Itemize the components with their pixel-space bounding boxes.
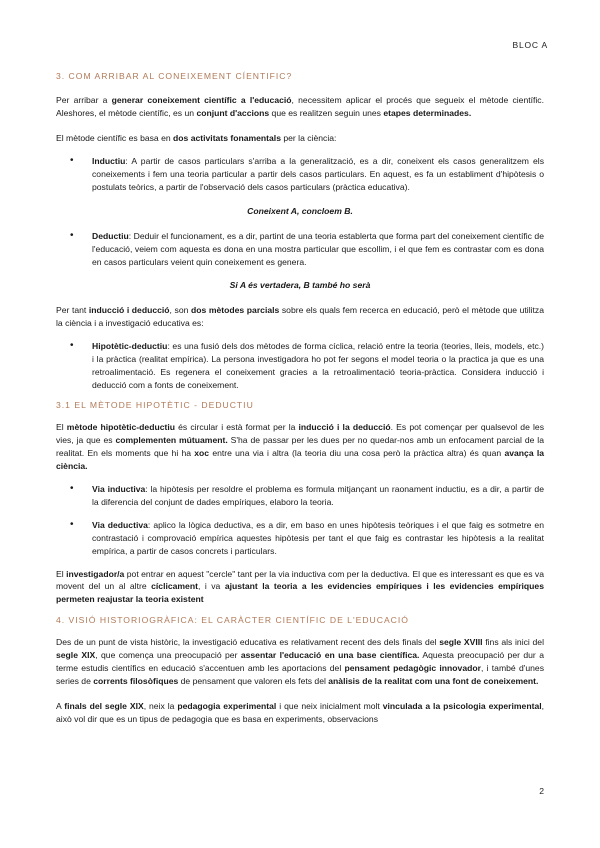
s3-method-list-2 [56,230,544,269]
bullet-hipotetic-deductiu: • Hipotètic-deductiu: es una fusió dels dos mètodes de forma cíclica, relació entre la teoria (teories, lleis, models, etc.) i la pràctica (realitat empírica). La persona investigadora ho pot fer segons el model teoria o la practica ja que es una retroalimentació. Es regenera el coneixement gracies a la retroalimentació teoria-pràctica. Considera inducció i deducció com a fonts de coneixement. [56,340,544,392]
block-label: BLOC A [512,40,548,50]
bullet-inductiu: • Inductiu: A partir de casos particulars s'arriba a la generalització, es a dir, coneixent els casos generalitzem els coneixements i fem una teoria particular a partir dels casos particulars. En aquest, es fa un establiment d'hipòtesis o postulats teòrics, a partir de l'observació dels casos particulars (pràctica educativa). [56,155,544,194]
page-number: 2 [539,786,544,796]
s3-method-list [56,155,544,194]
s31-paragraph-2: El investigador/a pot entrar en aquest "cercle" tant per la via inductiva com per la deductiva. El que es interessant es que es va movent del un al altre cíclicament, i va ajustant la teoria a les evidencies empíriques i les evidencies empíriques permeten reajustar la teoria existent [56,568,545,605]
quote-deductiu: Si A és vertadera, B també ho serà [229,280,371,291]
page-content [56,70,544,726]
bullet-via-deductiva: • Via deductiva: aplico la lògica deductiva, es a dir, em baso en unes hipòtesis teòriques i el que faig es sotmetre en contrastació i comprovació empírica aquestes hipòtesis per tant el que faig es contrastar les hipòtesis a la realitat empírica, a partir de casos concrets i particulars. [56,519,544,558]
s31-via-list [56,483,544,558]
bullet-via-inductiva: • Via inductiva: la hipòtesis per resoldre el problema es formula mitjançant un raonament inductiu, es a dir, a partir de la diferencia del conjunt de dades empíriques, elaboro la teoria. [56,483,544,509]
s4-paragraph-2: A finals del segle XIX, neix la pedagogia experimental i que neix inicialment molt vinculada a la psicologia experimental, això vol dir que es un tipus de pedagogia que es basa en experiments, observacions [56,700,545,724]
s3-method-list-3 [56,340,544,392]
s3-paragraph-3: Per tant inducció i deducció, son dos mètodes parcials sobre els quals fem recerca en educació, però el mètode que utilitza la ciència i a investigació educativa es: [56,304,545,328]
section-4-heading: 4. VISIÓ HISTORIOGRÀFICA: EL CARÀCTER CIENTÍFIC DE L'EDUCACIÓ [56,615,409,626]
bullet-deductiu: • Deductiu: Deduir el funcionament, es a dir, partint de una teoria establerta que forma part del coneixement científic de l'educació, veiem com aquesta es dona en una mostra particular que escollim, i el que fem es contrastar com es dona en casos particulars veient quin coneixement es genera. [56,230,544,269]
s31-paragraph-1: El mètode hipotètic-deductiu és circular i està format per la inducció i la deducció. Es pot començar per qualsevol de les vies, ja que es complementen mútuament. S'ha de passar per les dues per no quedar-nos amb un enfocament parcial de la realitat. En els moments que hi ha xoc entre una via i altra (la teoria diu una cosa però la pràctica altra) és quan avança la ciència. [56,422,545,472]
section-3-1-heading: 3.1 EL MÈTODE HIPOTÈTIC - DEDUCTIU [56,400,254,411]
section-3-heading: 3. COM ARRIBAR AL CONEIXEMENT CÍENTIFIC? [56,71,293,81]
s3-paragraph-2: El mètode científic es basa en dos activitats fonamentals per la ciència: [56,132,337,143]
s3-paragraph-1: Per arribar a generar coneixement científic a l'educació, necessitem aplicar el procés que segueix el mètode científic. Aleshores, el mètode científic, es un conjunt d'accions que es realitzen seguin unes etapes determinades. [56,95,544,118]
s4-paragraph-1: Des de un punt de vista històric, la investigació educativa es relativament recent des dels finals del segle XVIII fins als inici del segle XIX, que comença una preocupació per assentar l'educació en una base científica. Aquesta preocupació per dur a terme estudis científics en educació s'accentuen amb les aportacions del pensament pedagògic innovador, i també d'unes series de corrents filosòfiques de pensament que valoren els fets del anàlisis de la realitat com una font de coneixement. [56,637,545,686]
quote-inductiu: Coneixent A, concloem B. [247,206,353,217]
